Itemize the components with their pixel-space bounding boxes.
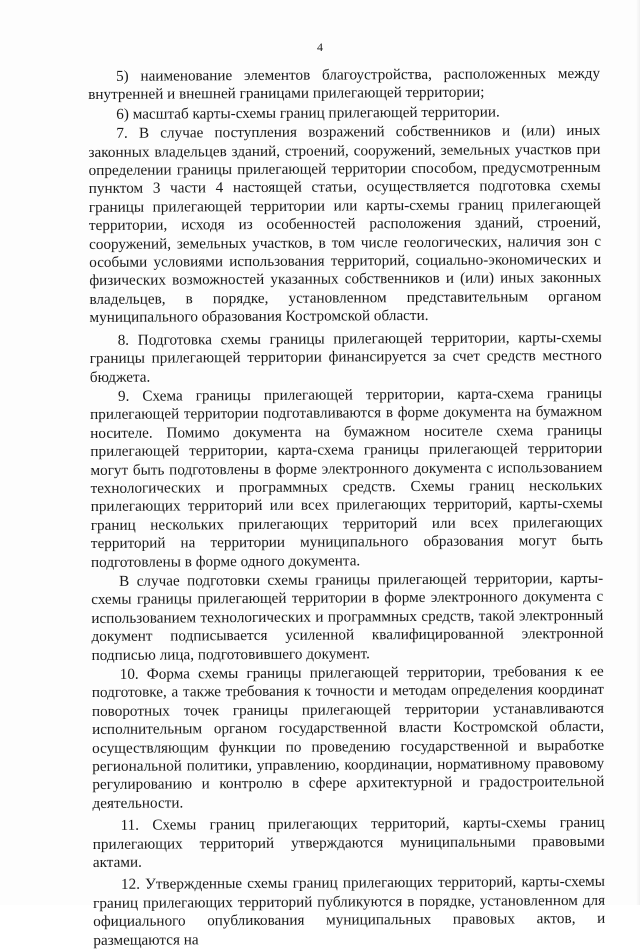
paragraph-electronic-signature: В случае подготовки схемы границы прилегающей территории, карты-схемы границы прилегающей территории в форме электронного документа с использованием технологических и программных средств, такой электронный документ подписывается усиленной квалифицированной электронной подписью лица, подготовившего документ. <box>91 569 604 664</box>
scan-edge-shadow <box>636 0 640 905</box>
paragraph-clause-12: 12. Утвержденные схемы границ прилегающих территорий, карты-схемы границ прилегающих территорий публикуются в порядке, установленном для официального опубликования муниципальных правовых актов, и размещаются на <box>93 873 606 949</box>
paragraph-clause-11: 11. Схемы границ прилегающих территорий, карты-схемы границ прилегающих территорий утверждаются муниципальными правовыми актами. <box>92 814 605 872</box>
paragraph-clause-10: 10. Форма схемы границы прилегающей территории, требования к ее подготовке, а также требования к точности и методам определения координат поворотных точек границы прилегающей территории устанавливаются исполнительным органом государственной власти Костромской области, осуществляющим функции по проведению государственной и выработке региональной политики, управлению, координации, нормативному правовому регулированию и контролю в сфере архитектурной и градостроительной деятельности. <box>91 662 605 812</box>
paragraph-clause-7: 7. В случае поступления возражений собственников и (или) иных законных владельцев зданий, строений, сооружений, земельных участков при определении границы прилегающей территории способом, предусмотренным пунктом 3 части 4 настоящей статьи, осуществляется подготовка схемы границы прилегающей территории или карты-схемы границ прилегающей территории, исходя из особенностей расположения зданий, строений, сооружений, земельных участков, в том числе геологических, наличия зон с особыми условиями использования территорий, социально-экономических и физических возможностей указанных собственников и (или) иных законных владельцев, в порядке, установленном представительным органом муниципального образования Костромской области. <box>88 122 602 327</box>
document-body <box>88 65 605 950</box>
paragraph-clause-9: 9. Схема границы прилегающей территории, карта-схема границы прилегающей территории подготавливаются в форме документа на бумажном носителе. Помимо документа на бумажном носителе схема границы прилегающей территории, карта-схема границы прилегающей территории могут быть подготовлены в форме электронного документа с использованием технологических и программных средств. Схемы границ нескольких прилегающих территорий или всех прилегающих территорий, карты-схемы границ нескольких прилегающих территорий или всех прилегающих территорий на территории муниципального образования могут быть подготовлены в форме одного документа. <box>90 384 603 571</box>
paragraph-item-6: 6) масштаб карты-схемы границ прилегающей территории. <box>116 103 500 123</box>
page-number: 4 <box>317 40 323 54</box>
paragraph-item-5: 5) наименование элементов благоустройства, расположенных между внутренней и внешней границами прилегающей территории; <box>88 64 601 104</box>
paragraph-clause-8: 8. Подготовка схемы границы прилегающей территории, карты-схемы границы прилегающей территории финансируется за счет средств местного бюджета. <box>89 328 602 386</box>
